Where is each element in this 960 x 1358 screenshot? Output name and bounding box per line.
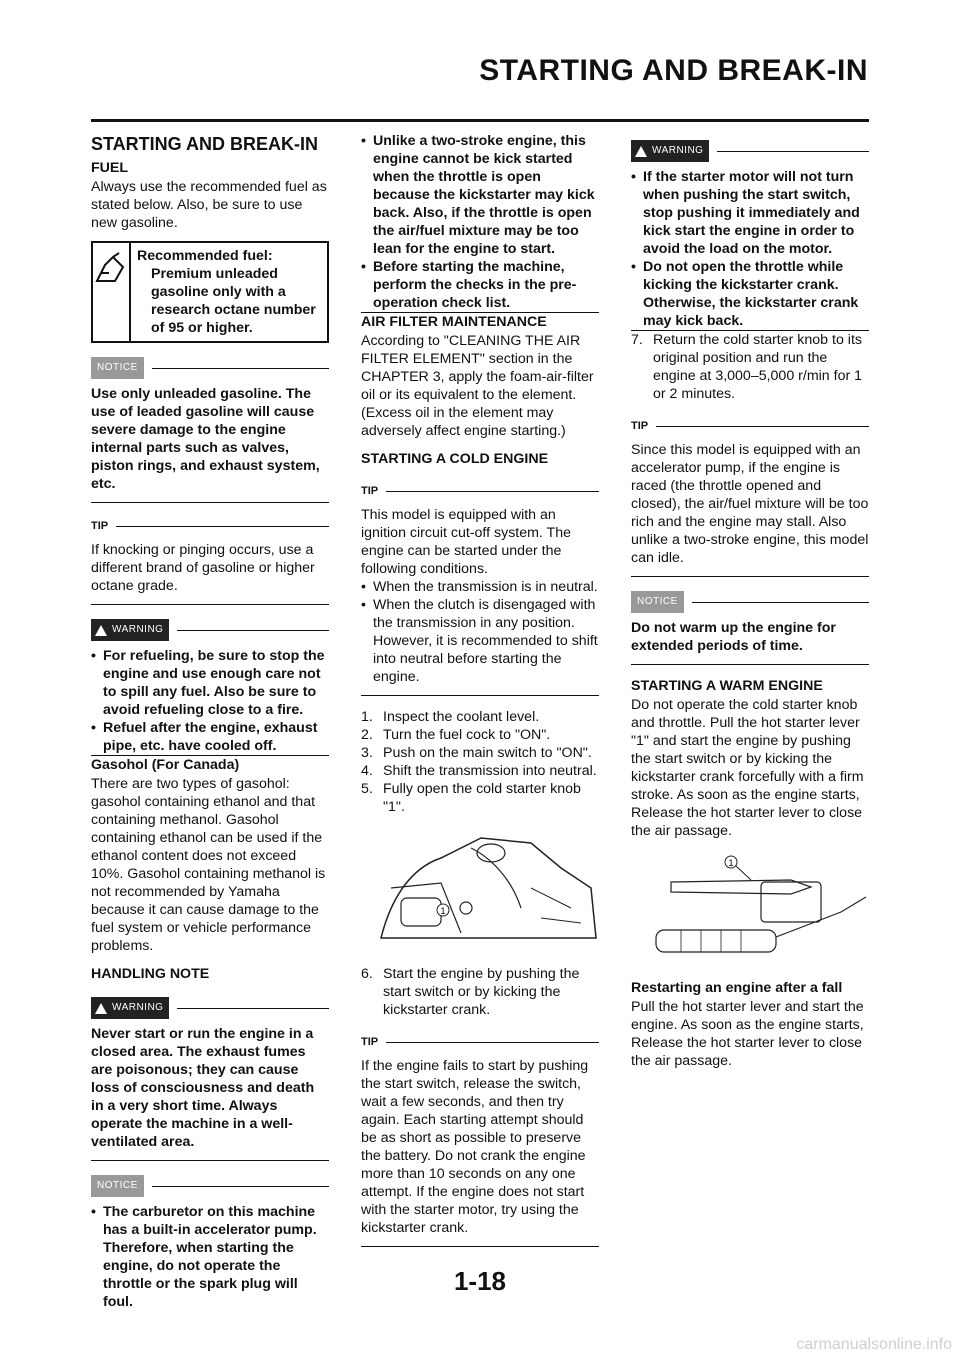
recommended-fuel-box [91, 241, 329, 343]
gasohol-heading: Gasohol (For Canada) [91, 757, 240, 773]
list-item: • When the transmission is in neutral. [361, 578, 599, 596]
warning-list [91, 647, 329, 756]
list-item: • When the clutch is disengaged with the transmission in any position. However, it is recommended to shift into neutral before starting the engine. [361, 596, 599, 686]
warning-header [91, 619, 329, 641]
tip-label: TIP [631, 420, 649, 432]
warning-continued-list [361, 132, 599, 313]
step-item: 2. Turn the fuel cock to "ON". [361, 727, 551, 743]
tip-header [631, 417, 869, 435]
notice-header [91, 1175, 329, 1197]
handling-heading: HANDLING NOTE [91, 966, 210, 982]
step-item: 4. Shift the transmission into neutral. [361, 763, 597, 779]
restart-heading: Restarting an engine after a fall [631, 980, 843, 996]
list-item: • Unlike a two-stroke engine, this engine cannot be kick started when the throttle is open because the kickstarter may kick back. Also, if the throttle is open the air/fuel mixture may be too lean for the engine to start. [361, 132, 599, 258]
notice-header [631, 591, 869, 613]
step-list [361, 965, 599, 1019]
list-item: • Refuel after the engine, exhaust pipe, etc. have cooled off. [91, 719, 329, 755]
tip-header [91, 517, 329, 535]
gasohol-body: There are two types of gasohol: gasohol containing ethanol and that containing methanol. Gasohol containing ethanol can be used if the ethanol content does not exceed 10%. Gasohol containing methanol is not recommended by Yamaha because it can cause damage to the fuel system or vehicle performance problems. [91, 776, 326, 954]
warning-list [631, 168, 869, 331]
step-item: 7. Return the cold starter knob to its original position and run the engine at 3,000–5,000 r/min for 1 or 2 minutes. [631, 332, 863, 402]
warning-badge: WARNING [91, 997, 169, 1019]
step-item: 1. Inspect the coolant level. [361, 709, 540, 725]
warm-engine-heading: STARTING A WARM ENGINE [631, 678, 823, 694]
air-filter-heading: AIR FILTER MAINTENANCE [361, 314, 547, 330]
fuel-box-value: Premium unleaded gasoline only with a research octane number of 95 or higher. [151, 266, 316, 336]
step-item: 3. Push on the main switch to "ON". [361, 745, 592, 761]
notice-badge: NOTICE [91, 357, 144, 379]
warning-icon [95, 625, 107, 636]
list-item: • Before starting the machine, perform the checks in the pre-operation check list. [361, 258, 599, 312]
step-item: 6. Start the engine by pushing the start switch or by kicking the kickstarter crank. [361, 966, 580, 1018]
tip-label: TIP [361, 1036, 379, 1048]
cold-engine-heading: STARTING A COLD ENGINE [361, 451, 549, 467]
page-number: 1-18 [453, 1266, 507, 1296]
fuel-body: Always use the recommended fuel as stated below. Also, be sure to use new gasoline. [91, 179, 327, 231]
tip-text: If knocking or pinging occurs, use a different brand of gasoline or higher octane grade. [91, 541, 329, 605]
notice-header [91, 357, 329, 379]
footer-watermark-url: carmanualsonline.info [796, 1336, 952, 1353]
list-item: • The carburetor on this machine has a built-in accelerator pump. Therefore, when starting the engine, do not operate the throttle or the spark plug will foul. [91, 1203, 329, 1311]
warning-badge: WARNING [91, 619, 169, 641]
notice-text: Do not warm up the engine for extended periods of time. [631, 619, 869, 665]
tip-text: This model is equipped with an ignition circuit cut-off system. The engine can be started under the following conditions. [361, 507, 572, 577]
tip-header [361, 482, 599, 500]
fuel-heading: FUEL [91, 160, 129, 176]
callout-number: 1 [440, 906, 446, 916]
fuel-box-label: Recommended fuel: [137, 248, 273, 264]
title-rule [91, 119, 869, 122]
warning-header [91, 997, 329, 1019]
notice-badge: NOTICE [91, 1175, 144, 1197]
cold-starter-knob-illustration [371, 828, 601, 948]
hot-starter-lever-illustration [641, 852, 871, 962]
callout-number: 1 [728, 858, 734, 868]
restart-body: Pull the hot starter lever and start the engine. As soon as the engine starts, Release the hot starter lever to close the air passage. [631, 999, 864, 1069]
step-list [361, 708, 599, 816]
list-item: • If the starter motor will not turn when pushing the start switch, stop pushing it immediately and kick start the engine in order to avoid the load on the motor. [631, 168, 869, 258]
tip-label: TIP [91, 520, 109, 532]
tip-header [361, 1033, 599, 1051]
warning-header [631, 140, 869, 162]
tip-label: TIP [361, 485, 379, 497]
tip-block [361, 506, 599, 696]
section-title: STARTING AND BREAK-IN [91, 134, 318, 154]
column-2 [361, 132, 599, 1259]
page-title: STARTING AND BREAK-IN [479, 54, 868, 87]
list-item: • For refueling, be sure to stop the engine and use enough care not to spill any fuel. Also be sure to avoid refueling close to a fire. [91, 647, 329, 719]
fuel-pump-icon [93, 243, 131, 341]
notice-text: Use only unleaded gasoline. The use of leaded gasoline will cause severe damage to the engine internal parts such as valves, piston rings, and exhaust system, etc. [91, 385, 329, 503]
air-filter-body: According to "CLEANING THE AIR FILTER ELEMENT" section in the CHAPTER 3, apply the foam-air-filter oil or its equivalent to the element. (Excess oil in the element may adversely affect engine starting.) [361, 333, 594, 439]
notice-badge: NOTICE [631, 591, 684, 613]
column-1 [91, 132, 329, 1311]
tip-text: Since this model is equipped with an accelerator pump, if the engine is raced (the throttle opened and closed), the air/fuel mixture will be too rich and the engine may stall. Also unlike a two-stroke engine, this model can idle. [631, 441, 869, 577]
tip-list [361, 578, 599, 686]
warm-engine-body: Do not operate the cold starter knob and throttle. Pull the hot starter lever "1" and start the engine by pushing the start switch or by kicking the kickstarter crank forcefully with a firm stroke. As soon as the engine starts, Release the hot starter lever to close the air passage. [631, 697, 864, 839]
step-item: 5. Fully open the cold starter knob "1". [361, 781, 581, 815]
list-item: • Do not open the throttle while kicking the kickstarter crank. Otherwise, the kickstarter crank may kick back. [631, 258, 869, 330]
warning-icon [635, 146, 647, 157]
tip-text: If the engine fails to start by pushing the start switch, release the switch, wait a few seconds, and then try again. Each starting attempt should be as short as possible to preserve the battery. Do not crank the engine more than 10 seconds on any one attempt. If the engine does not start with the starter motor, try using the kickstarter crank. [361, 1057, 599, 1247]
step-list [631, 331, 869, 403]
column-3 [631, 132, 869, 1070]
warning-text: Never start or run the engine in a closed area. The exhaust fumes are poisonous; they can cause loss of consciousness and death in a very short time. Always operate the machine in a well-ventilated area. [91, 1025, 329, 1161]
warning-badge: WARNING [631, 140, 709, 162]
warning-icon [95, 1003, 107, 1014]
